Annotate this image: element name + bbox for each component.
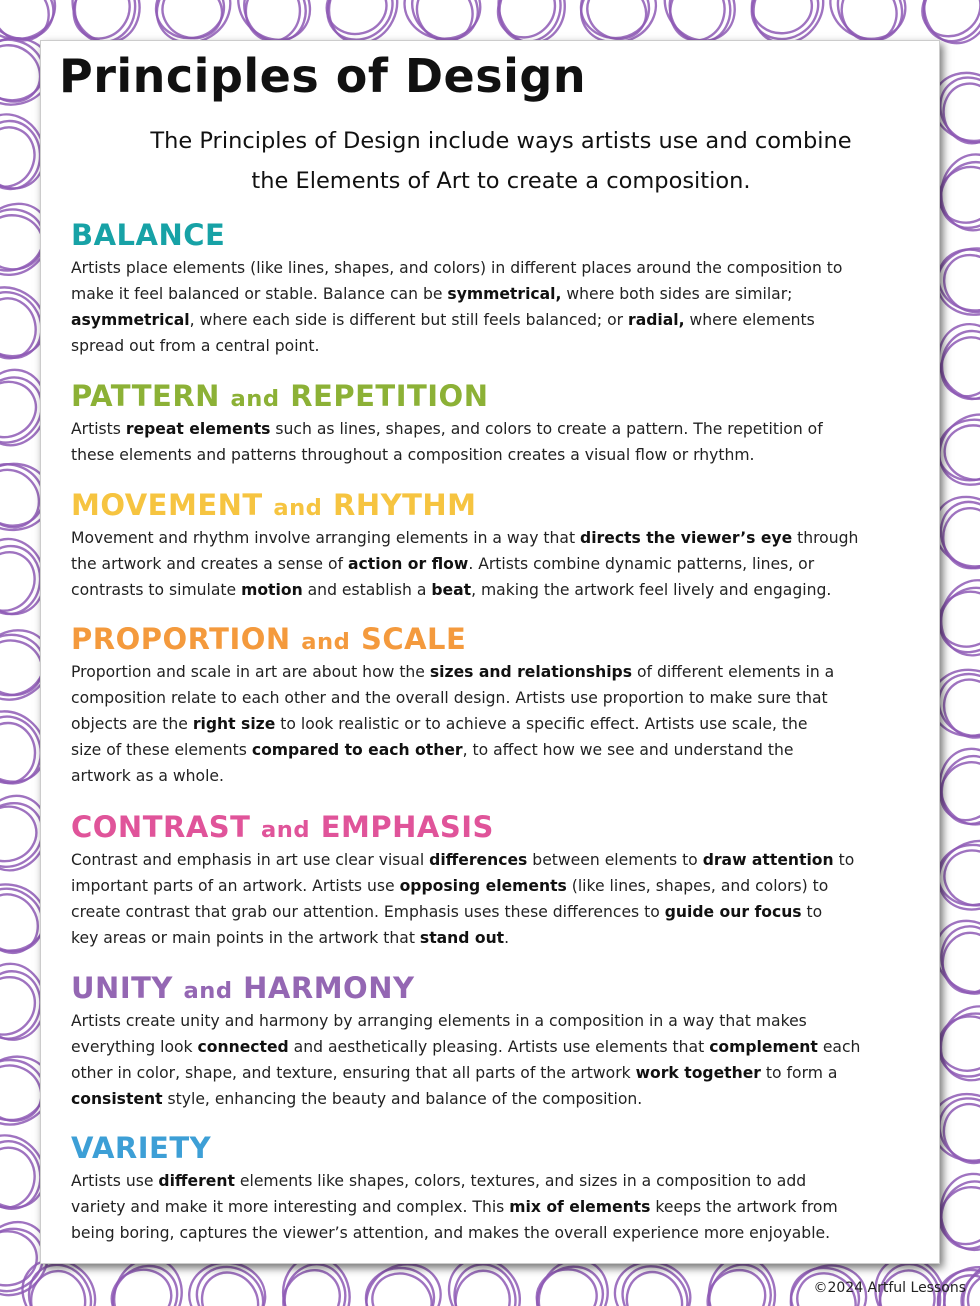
bold-term: opposing elements [399,877,567,895]
body-text: the artwork and creates a sense of [71,555,348,573]
body-line [71,1220,919,1246]
body-text: Artists create unity and harmony by arranging elements in a composition in a way that makes [71,1012,807,1030]
bold-term: motion [241,581,303,599]
body-line [71,1086,919,1112]
intro-text [101,121,901,201]
body-text: elements like shapes, colors, textures, and sizes in a composition to add [234,1172,807,1190]
section-pattern-repetition [71,376,919,468]
body-text: where both sides are similar; [561,285,793,303]
body-line [71,659,919,685]
section-body [71,1008,919,1112]
bold-term: consistent [71,1090,163,1108]
body-text: through [792,529,859,547]
section-balance [71,215,919,359]
body-text: Movement and rhythm involve arranging elements in a way that [71,529,581,547]
bold-term: compared to each other [251,741,463,759]
body-text: , to affect how we see and understand the [462,741,794,759]
body-text: . [504,929,510,947]
copyright-footer: ©2024 Artful Lessons [813,1280,966,1296]
bold-term: action or flow [347,555,469,573]
section-body [71,255,919,359]
body-text: size of these elements [71,741,252,759]
body-text: composition relate to each other and the overall design. Artists use proportion to make sure that [71,689,828,707]
body-line [71,255,919,281]
swirl-ring [0,723,35,783]
bold-term: complement [709,1038,818,1056]
swirl-ring [922,0,980,45]
body-line [71,442,919,468]
body-line [71,1060,919,1086]
bold-term: guide our focus [664,903,802,921]
section-heading: UNITY and HARMONY [71,971,415,1005]
section-contrast-emphasis [71,807,919,951]
body-text: being boring, captures the viewer’s attention, and makes the overall experience more enjoyable. [71,1224,831,1242]
body-text: make it feel balanced or stable. Balance can be [71,285,448,303]
body-text: key areas or main points in the artwork that [71,929,420,947]
section-heading: PROPORTION and SCALE [71,622,467,656]
body-text: these elements and patterns throughout a composition creates a visual flow or rhythm. [71,446,755,464]
body-text: . Artists combine dynamic patterns, lines, or [468,555,815,573]
section-proportion-scale [71,619,919,789]
bold-term: mix of elements [509,1198,651,1216]
body-line [71,711,919,737]
body-text: , where each side is different but still feels balanced; or [189,311,629,329]
body-text: such as lines, shapes, and colors to create a pattern. The repetition of [270,420,823,438]
body-text: , making the artwork feel lively and engaging. [471,581,832,599]
body-line [71,416,919,442]
bold-term: draw attention [702,851,834,869]
body-line [71,525,919,551]
body-text: create contrast that grab our attention. Emphasis uses these differences to [71,903,665,921]
intro-line-2: the Elements of Art to create a composition. [251,168,751,194]
section-body [71,659,919,789]
bold-term: stand out [419,929,505,947]
section-body [71,416,919,468]
body-text: Artists use [71,1172,159,1190]
section-variety [71,1128,919,1246]
body-line [71,737,919,763]
body-text: to [801,903,823,921]
info-sheet [40,40,940,1264]
bold-term: differences [429,851,528,869]
bold-term: sizes and relationships [429,663,632,681]
body-line [71,1194,919,1220]
body-text: Artists [71,420,126,438]
section-body [71,525,919,603]
body-text: and establish a [302,581,432,599]
section-heading: BALANCE [71,218,226,252]
body-line [71,925,919,951]
body-text: to [833,851,855,869]
section-heading: MOVEMENT and RHYTHM [71,488,477,522]
body-text: to look realistic or to achieve a specific effect. Artists use scale, the [275,715,808,733]
bold-term: different [158,1172,235,1190]
body-line [71,551,919,577]
body-line [71,847,919,873]
bold-term: connected [197,1038,289,1056]
body-line [71,873,919,899]
body-text: keeps the artwork from [650,1198,838,1216]
body-line [71,1168,919,1194]
body-text: of different elements in a [632,663,835,681]
swirl-ring [245,0,301,42]
body-text: artwork as a whole. [71,767,224,785]
body-line [71,281,919,307]
section-body [71,847,919,951]
bold-term: asymmetrical [71,311,190,329]
body-line [71,1034,919,1060]
body-text: everything look [71,1038,198,1056]
body-text: Artists place elements (like lines, shapes, and colors) in different places around the composition to [71,259,843,277]
bold-term: work together [635,1064,761,1082]
section-heading: VARIETY [71,1131,212,1165]
swirl-ring [941,506,980,570]
body-text: style, enhancing the beauty and balance of the composition. [162,1090,643,1108]
body-text: variety and make it more interesting and complex. This [71,1198,510,1216]
body-text: between elements to [527,851,703,869]
body-text: each [817,1038,861,1056]
section-unity-harmony [71,968,919,1112]
body-line [71,685,919,711]
body-text: to form a [760,1064,838,1082]
page-title: Principles of Design [59,49,587,103]
swirl-ring [939,1172,980,1251]
swirl-ring [104,1262,178,1306]
body-text: objects are the [71,715,193,733]
swirl-ring [936,843,980,908]
bold-term: right size [192,715,276,733]
bold-term: radial, [628,311,685,329]
body-text: and aesthetically pleasing. Artists use elements that [288,1038,710,1056]
body-line [71,1008,919,1034]
body-text: Proportion and scale in art are about how the [71,663,430,681]
section-body [71,1168,919,1246]
body-line [71,307,919,333]
intro-line-1: The Principles of Design include ways artists use and combine [150,128,852,154]
body-text: spread out from a central point. [71,337,320,355]
swirl-ring [278,1258,353,1306]
body-text: where elements [684,311,815,329]
body-text: (like lines, shapes, and colors) to [566,877,829,895]
body-line [71,899,919,925]
swirl-ring [937,77,980,149]
body-line [71,577,919,603]
bold-term: directs the viewer’s eye [580,529,793,547]
bold-term: symmetrical, [447,285,562,303]
body-text: important parts of an artwork. Artists use [71,877,400,895]
section-heading: CONTRAST and EMPHASIS [71,810,494,844]
bold-term: repeat elements [125,420,271,438]
body-text: Contrast and emphasis in art use clear visual [71,851,430,869]
body-text: contrasts to simulate [71,581,242,599]
body-line [71,763,919,789]
body-line [71,333,919,359]
section-heading: PATTERN and REPETITION [71,379,489,413]
body-text: other in color, shape, and texture, ensuring that all parts of the artwork [71,1064,636,1082]
bold-term: beat [431,581,472,599]
section-movement-rhythm [71,485,919,603]
swirl-ring [0,294,40,362]
